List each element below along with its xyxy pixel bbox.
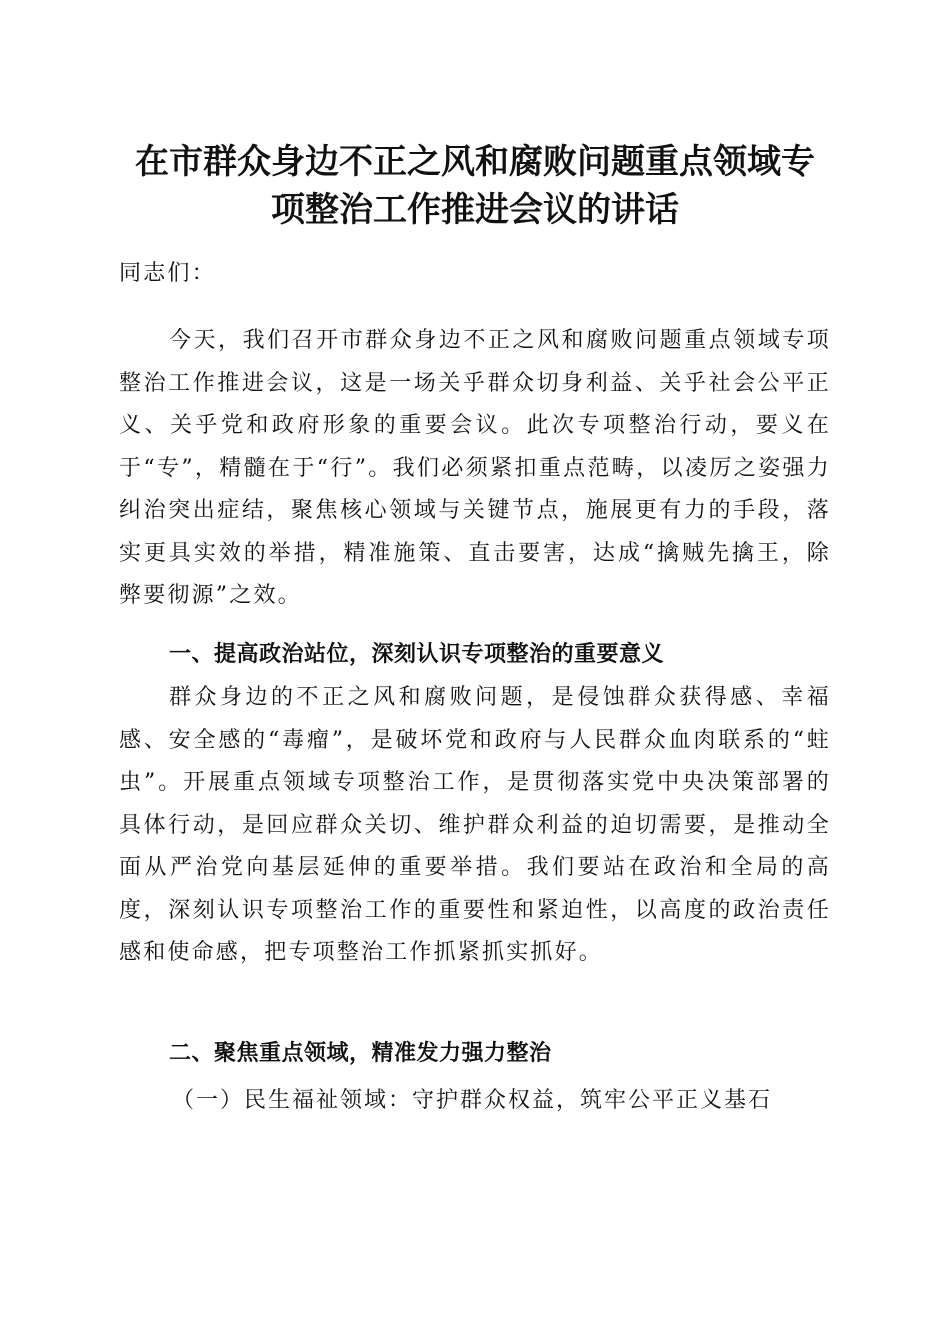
section-2-subheading-1: （一）民生福祉领域：守护群众权益，筑牢公平正义基石 — [172, 1088, 773, 1113]
section-1-heading: 一、提高政治站位，深刻认识专项整治的重要意义 — [169, 642, 665, 667]
title-line-2: 项整治工作推进会议的讲话 — [271, 190, 679, 230]
section-1-paragraph: 群众身边的不正之风和腐败问题，是侵蚀群众获得感、幸福感、安全感的“毒瘤”，是破坏党和政府与人民群众血肉联系的“蛀虫”。开展重点领域专项整治工作，是贯彻落实党中央决策部署的具体行动，是回应群众关切、维护群众利益的迫切需要，是推动全面从严治党向基层延伸的重要举措。我们要站在政治和全局的高度，深刻认识专项整治工作的重要性和紧迫性，以高度的政治责任感和使命感，把专项整治工作抓紧抓实抓好。 — [119, 685, 831, 965]
section-2-heading: 二、聚焦重点领域，精准发力强力整治 — [169, 1041, 552, 1066]
intro-paragraph: 今天，我们召开市群众身边不正之风和腐败问题重点领域专项整治工作推进会议，这是一场关乎群众切身利益、关乎社会公平正义、关乎党和政府形象的重要会议。此次专项整治行动，要义在于“专”，精髓在于“行”。我们必须紧扣重点范畴，以凌厉之姿强力纠治突出症结，聚焦核心领域与关键节点，施展更有力的手段，落实更具实效的举措，精准施策、直击要害，达成“擒贼先擒王，除弊要彻源”之效。 — [119, 328, 831, 608]
salutation: 同志们： — [119, 261, 216, 286]
document-title — [100, 138, 850, 234]
title-line-1: 在市群众身边不正之风和腐败问题重点领域专 — [135, 142, 815, 182]
